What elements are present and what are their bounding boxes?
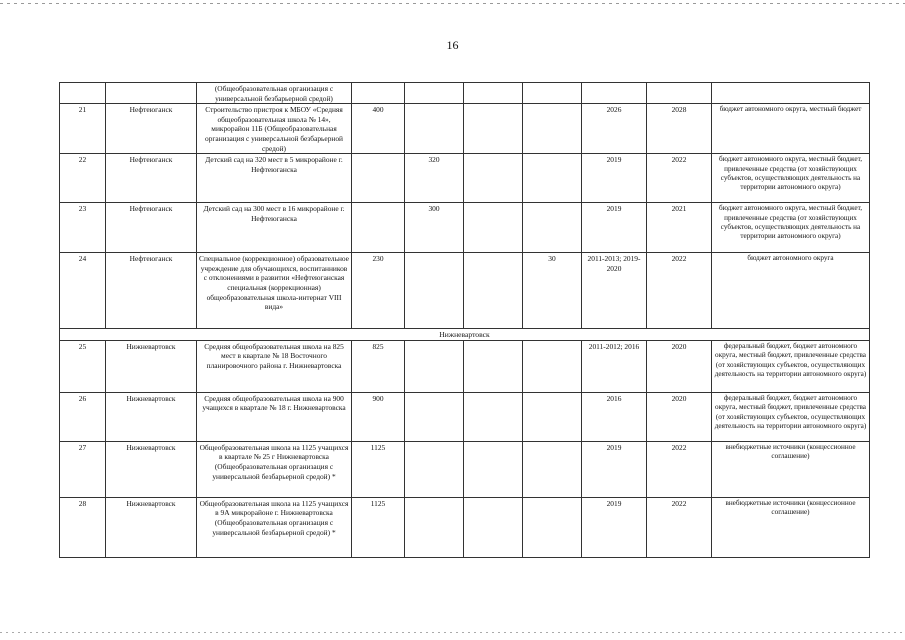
funding-source: бюджет автономного округа bbox=[712, 253, 870, 329]
capacity-d bbox=[523, 104, 582, 154]
object-name: Средняя общеобразовательная школа на 825 мест в квартале № 18 Восточного планировочного района г. Нижневартовска bbox=[197, 340, 352, 392]
capacity-b: 300 bbox=[405, 203, 464, 253]
capacity-b: 320 bbox=[405, 154, 464, 203]
capacity-d bbox=[523, 392, 582, 441]
row-number: 21 bbox=[60, 104, 106, 154]
table-row bbox=[60, 104, 870, 154]
row-number: 25 bbox=[60, 340, 106, 392]
capacity-c bbox=[464, 340, 523, 392]
capacity-a: 1125 bbox=[352, 497, 405, 557]
table-row bbox=[60, 253, 870, 329]
capacity-b bbox=[405, 253, 464, 329]
capacity-a bbox=[352, 154, 405, 203]
object-name: Средняя общеобразовательная школа на 900 учащихся в квартале № 18 г. Нижневартовска bbox=[197, 392, 352, 441]
object-name: Специальное (коррекционное) образовательное учреждение для обучающихся, воспитанников с отклонениями в развитии «Нефтеюганская специальная (коррекционная) общеобразовательная школа-интернат VIII вида» bbox=[197, 253, 352, 329]
section-row bbox=[60, 329, 870, 341]
end-year: 2020 bbox=[647, 392, 712, 441]
funding-source: бюджет автономного округа, местный бюджет, привлеченные средства (от хозяйствующих субъектов, осуществляющих деятельность на территории автономного округа) bbox=[712, 203, 870, 253]
capacity-b bbox=[405, 340, 464, 392]
start-year: 2026 bbox=[582, 104, 647, 154]
capacity-a: 400 bbox=[352, 104, 405, 154]
table-row bbox=[60, 497, 870, 557]
capacity-d bbox=[523, 340, 582, 392]
end-year: 2022 bbox=[647, 497, 712, 557]
capacity-b bbox=[405, 441, 464, 497]
end-year: 2022 bbox=[647, 253, 712, 329]
object-name: Детский сад на 320 мест в 5 микрорайоне г. Нефтеюганска bbox=[197, 154, 352, 203]
funding-source: федеральный бюджет, бюджет автономного округа, местный бюджет, привлеченные средства (от хозяйствующих субъектов, осуществляющих деятельность на территории автономного округа) bbox=[712, 340, 870, 392]
row-number: 26 bbox=[60, 392, 106, 441]
capacity-a: 900 bbox=[352, 392, 405, 441]
capacity-b bbox=[405, 392, 464, 441]
row-number: 22 bbox=[60, 154, 106, 203]
capacity-b bbox=[405, 497, 464, 557]
capacity-c bbox=[464, 203, 523, 253]
end-year: 2022 bbox=[647, 154, 712, 203]
capacity-d bbox=[523, 497, 582, 557]
table-row bbox=[60, 340, 870, 392]
capacity-d bbox=[523, 154, 582, 203]
end-year: 2028 bbox=[647, 104, 712, 154]
municipality: Нефтеюганск bbox=[106, 104, 197, 154]
capacity-c bbox=[464, 154, 523, 203]
municipality: Нефтеюганск bbox=[106, 203, 197, 253]
municipality: Нефтеюганск bbox=[106, 253, 197, 329]
municipality: Нижневартовск bbox=[106, 497, 197, 557]
municipality: Нефтеюганск bbox=[106, 154, 197, 203]
start-year: 2011-2012; 2016 bbox=[582, 340, 647, 392]
start-year: 2011-2013; 2019-2020 bbox=[582, 253, 647, 329]
table-row bbox=[60, 441, 870, 497]
start-year: 2019 bbox=[582, 497, 647, 557]
table-row-continuation bbox=[60, 83, 870, 104]
table-row bbox=[60, 392, 870, 441]
capacity-c bbox=[464, 392, 523, 441]
row-number: 23 bbox=[60, 203, 106, 253]
capacity-b bbox=[405, 104, 464, 154]
start-year: 2019 bbox=[582, 441, 647, 497]
row-number: 27 bbox=[60, 441, 106, 497]
funding-source: внебюджетные источники (концессионное соглашение) bbox=[712, 441, 870, 497]
capacity-a bbox=[352, 203, 405, 253]
funding-source: бюджет автономного округа, местный бюджет bbox=[712, 104, 870, 154]
capacity-a: 825 bbox=[352, 340, 405, 392]
top-scan-edge bbox=[0, 3, 905, 4]
capacity-c bbox=[464, 441, 523, 497]
section-title: Нижневартовск bbox=[60, 329, 870, 341]
capacity-d bbox=[523, 441, 582, 497]
end-year: 2021 bbox=[647, 203, 712, 253]
municipality: Нижневартовск bbox=[106, 340, 197, 392]
capacity-c bbox=[464, 253, 523, 329]
bottom-scan-edge bbox=[0, 632, 905, 633]
row-number: 24 bbox=[60, 253, 106, 329]
capacity-d: 30 bbox=[523, 253, 582, 329]
municipality: Нижневартовск bbox=[106, 441, 197, 497]
objects-table bbox=[59, 82, 870, 558]
table-row bbox=[60, 154, 870, 203]
start-year: 2016 bbox=[582, 392, 647, 441]
start-year: 2019 bbox=[582, 154, 647, 203]
capacity-a: 1125 bbox=[352, 441, 405, 497]
object-name: Общеобразовательная школа на 1125 учащихся в 9А микрорайоне г. Нижневартовска (Общеобразовательная организация с универсальной безбарьерной средой) * bbox=[197, 497, 352, 557]
capacity-a: 230 bbox=[352, 253, 405, 329]
funding-source: бюджет автономного округа, местный бюджет, привлеченные средства (от хозяйствующих субъектов, осуществляющих деятельность на территории автономного округа) bbox=[712, 154, 870, 203]
capacity-d bbox=[523, 203, 582, 253]
end-year: 2022 bbox=[647, 441, 712, 497]
capacity-c bbox=[464, 104, 523, 154]
object-name: Строительство пристроя к МБОУ «Средняя общеобразовательная школа № 14», микрорайон 11Б (Общеобразовательная организация с универсальной безбарьерной средой) bbox=[197, 104, 352, 154]
funding-source: внебюджетные источники (концессионное соглашение) bbox=[712, 497, 870, 557]
end-year: 2020 bbox=[647, 340, 712, 392]
funding-source: федеральный бюджет, бюджет автономного округа, местный бюджет, привлеченные средства (от хозяйствующих субъектов, осуществляющих деятельность на территории автономного округа) bbox=[712, 392, 870, 441]
table-row bbox=[60, 203, 870, 253]
start-year: 2019 bbox=[582, 203, 647, 253]
page-number: 16 bbox=[446, 38, 459, 52]
object-name: Детский сад на 300 мест в 16 микрорайоне г. Нефтеюганска bbox=[197, 203, 352, 253]
row-number: 28 bbox=[60, 497, 106, 557]
object-name: (Общеобразовательная организация с универсальной безбарьерной средой) bbox=[197, 83, 352, 104]
object-name: Общеобразовательная школа на 1125 учащихся в квартале № 25 г Нижневартовска (Общеобразовательная организация с универсальной безбарьерной средой) * bbox=[197, 441, 352, 497]
municipality: Нижневартовск bbox=[106, 392, 197, 441]
capacity-c bbox=[464, 497, 523, 557]
